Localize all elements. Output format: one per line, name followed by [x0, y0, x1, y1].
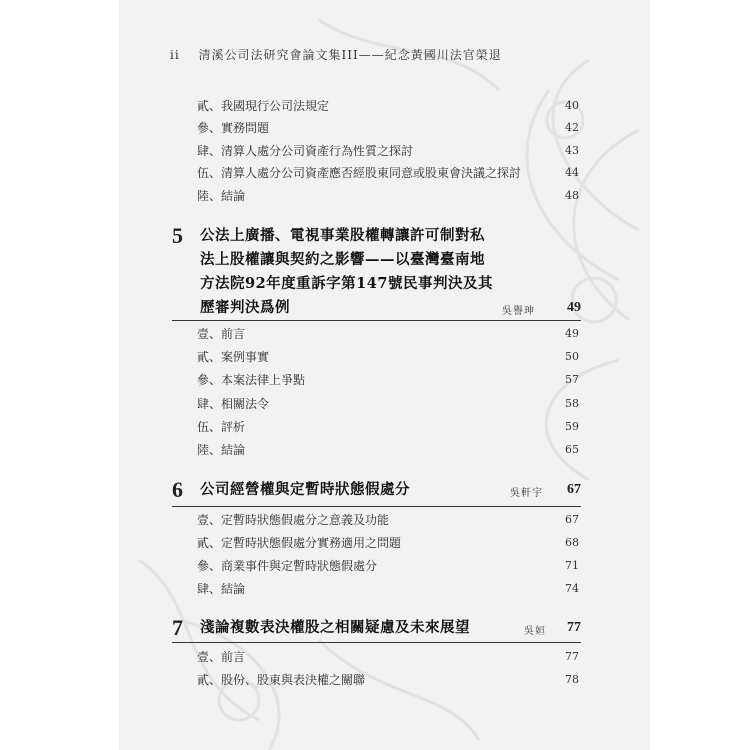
toc-entry-title: 壹、定暫時狀態假處分之意義及功能 [197, 513, 390, 527]
toc-entry-page: 44 [565, 166, 579, 179]
toc-entry[interactable] [197, 556, 579, 576]
chapter-7-heading[interactable] [172, 616, 581, 642]
toc-entry-title: 參、商業事件與定暫時狀態假處分 [197, 559, 378, 573]
toc-entry-title: 肆、相關法令 [197, 397, 270, 411]
chapter-page: 67 [567, 482, 581, 497]
chapter-page: 49 [567, 300, 581, 315]
toc-entry-page: 48 [565, 189, 579, 202]
toc-entry-page: 50 [565, 350, 579, 363]
toc-entry-title: 肆、清算人處分公司資產行為性質之探討 [197, 144, 414, 158]
toc-entry[interactable] [197, 440, 579, 460]
toc-entry[interactable] [197, 510, 579, 530]
toc-entry-title: 陸、結論 [197, 189, 246, 203]
chapter-5-heading[interactable] [172, 224, 581, 320]
toc-entry-title: 貳、案例事實 [197, 350, 270, 364]
toc-entry-title: 伍、清算人處分公司資產應否經股東同意或股東會決議之探討 [197, 166, 522, 180]
toc-entry[interactable] [197, 347, 579, 367]
chapter-divider [172, 320, 581, 321]
chapter-number: 7 [172, 615, 183, 640]
toc-entry-page: 71 [565, 559, 579, 572]
toc-entry-page: 65 [565, 443, 579, 456]
toc-entry[interactable] [197, 186, 579, 206]
toc-entry-page: 43 [565, 144, 579, 157]
toc-entry-title: 陸、結論 [197, 443, 246, 457]
chapter-title-line: 法上股權讓與契約之影響——以臺灣臺南地 [200, 251, 485, 268]
toc-entry-page: 49 [565, 327, 579, 340]
chapter-title-line: 公法上廣播、電視事業股權轉讓許可制對私 [200, 227, 485, 244]
toc-entry-page: 58 [565, 397, 579, 410]
toc-entry[interactable] [197, 670, 579, 690]
toc-entry[interactable] [197, 579, 579, 599]
toc-entry[interactable] [197, 118, 579, 138]
chapter-divider [172, 506, 581, 507]
chapter-title-line: 歷審判決爲例 [200, 299, 290, 316]
toc-entry-title: 壹、前言 [197, 650, 246, 664]
toc-entry[interactable] [197, 417, 579, 437]
toc-entry[interactable] [197, 163, 579, 183]
chapter-page: 77 [567, 620, 581, 635]
header-page-number: ii [170, 48, 180, 62]
toc-entry-title: 壹、前言 [197, 327, 246, 341]
toc-entry-title: 參、實務問題 [197, 121, 270, 135]
toc-entry[interactable] [197, 324, 579, 344]
toc-entry-title: 伍、評析 [197, 420, 246, 434]
header-book-title: 清溪公司法研究會論文集III——紀念黃國川法官榮退 [198, 48, 502, 62]
toc-entry-page: 74 [565, 582, 579, 595]
chapter-author: 吳譽珅 [502, 306, 535, 317]
toc-entry-page: 78 [565, 673, 579, 686]
chapter-author: 吳姮 [524, 626, 546, 637]
toc-entry-page: 77 [565, 650, 579, 663]
chapter-author: 吳軒宇 [510, 488, 543, 499]
toc-entry[interactable] [197, 370, 579, 390]
toc-entry[interactable] [197, 141, 579, 161]
chapter-number: 5 [172, 223, 183, 248]
chapter-number: 6 [172, 477, 183, 502]
toc-entry-title: 貳、定暫時狀態假處分實務適用之問題 [197, 536, 402, 550]
toc-entry-page: 42 [565, 121, 579, 134]
toc-entry-page: 59 [565, 420, 579, 433]
toc-entry-page: 67 [565, 513, 579, 526]
toc-entry-page: 57 [565, 373, 579, 386]
toc-entry-title: 肆、結論 [197, 582, 246, 596]
toc-entry[interactable] [197, 647, 579, 667]
chapter-title: 公司經營權與定暫時狀態假處分 [200, 481, 410, 498]
running-header [170, 46, 502, 63]
chapter-divider [172, 642, 581, 643]
toc-entry[interactable] [197, 96, 579, 116]
toc-entry-title: 參、本案法律上爭點 [197, 373, 306, 387]
toc-entry[interactable] [197, 394, 579, 414]
chapter-6-heading[interactable] [172, 478, 581, 504]
toc-entry-title: 貳、我國現行公司法規定 [197, 99, 330, 113]
chapter-title: 淺論複數表決權股之相關疑慮及未來展望 [200, 619, 470, 636]
toc-entry-page: 40 [565, 99, 579, 112]
toc-entry-page: 68 [565, 536, 579, 549]
toc-entry-title: 貳、股份、股東與表決權之關聯 [197, 673, 366, 687]
chapter-title-line: 方法院92年度重訴字第147號民事判決及其 [200, 275, 493, 292]
toc-entry[interactable] [197, 533, 579, 553]
